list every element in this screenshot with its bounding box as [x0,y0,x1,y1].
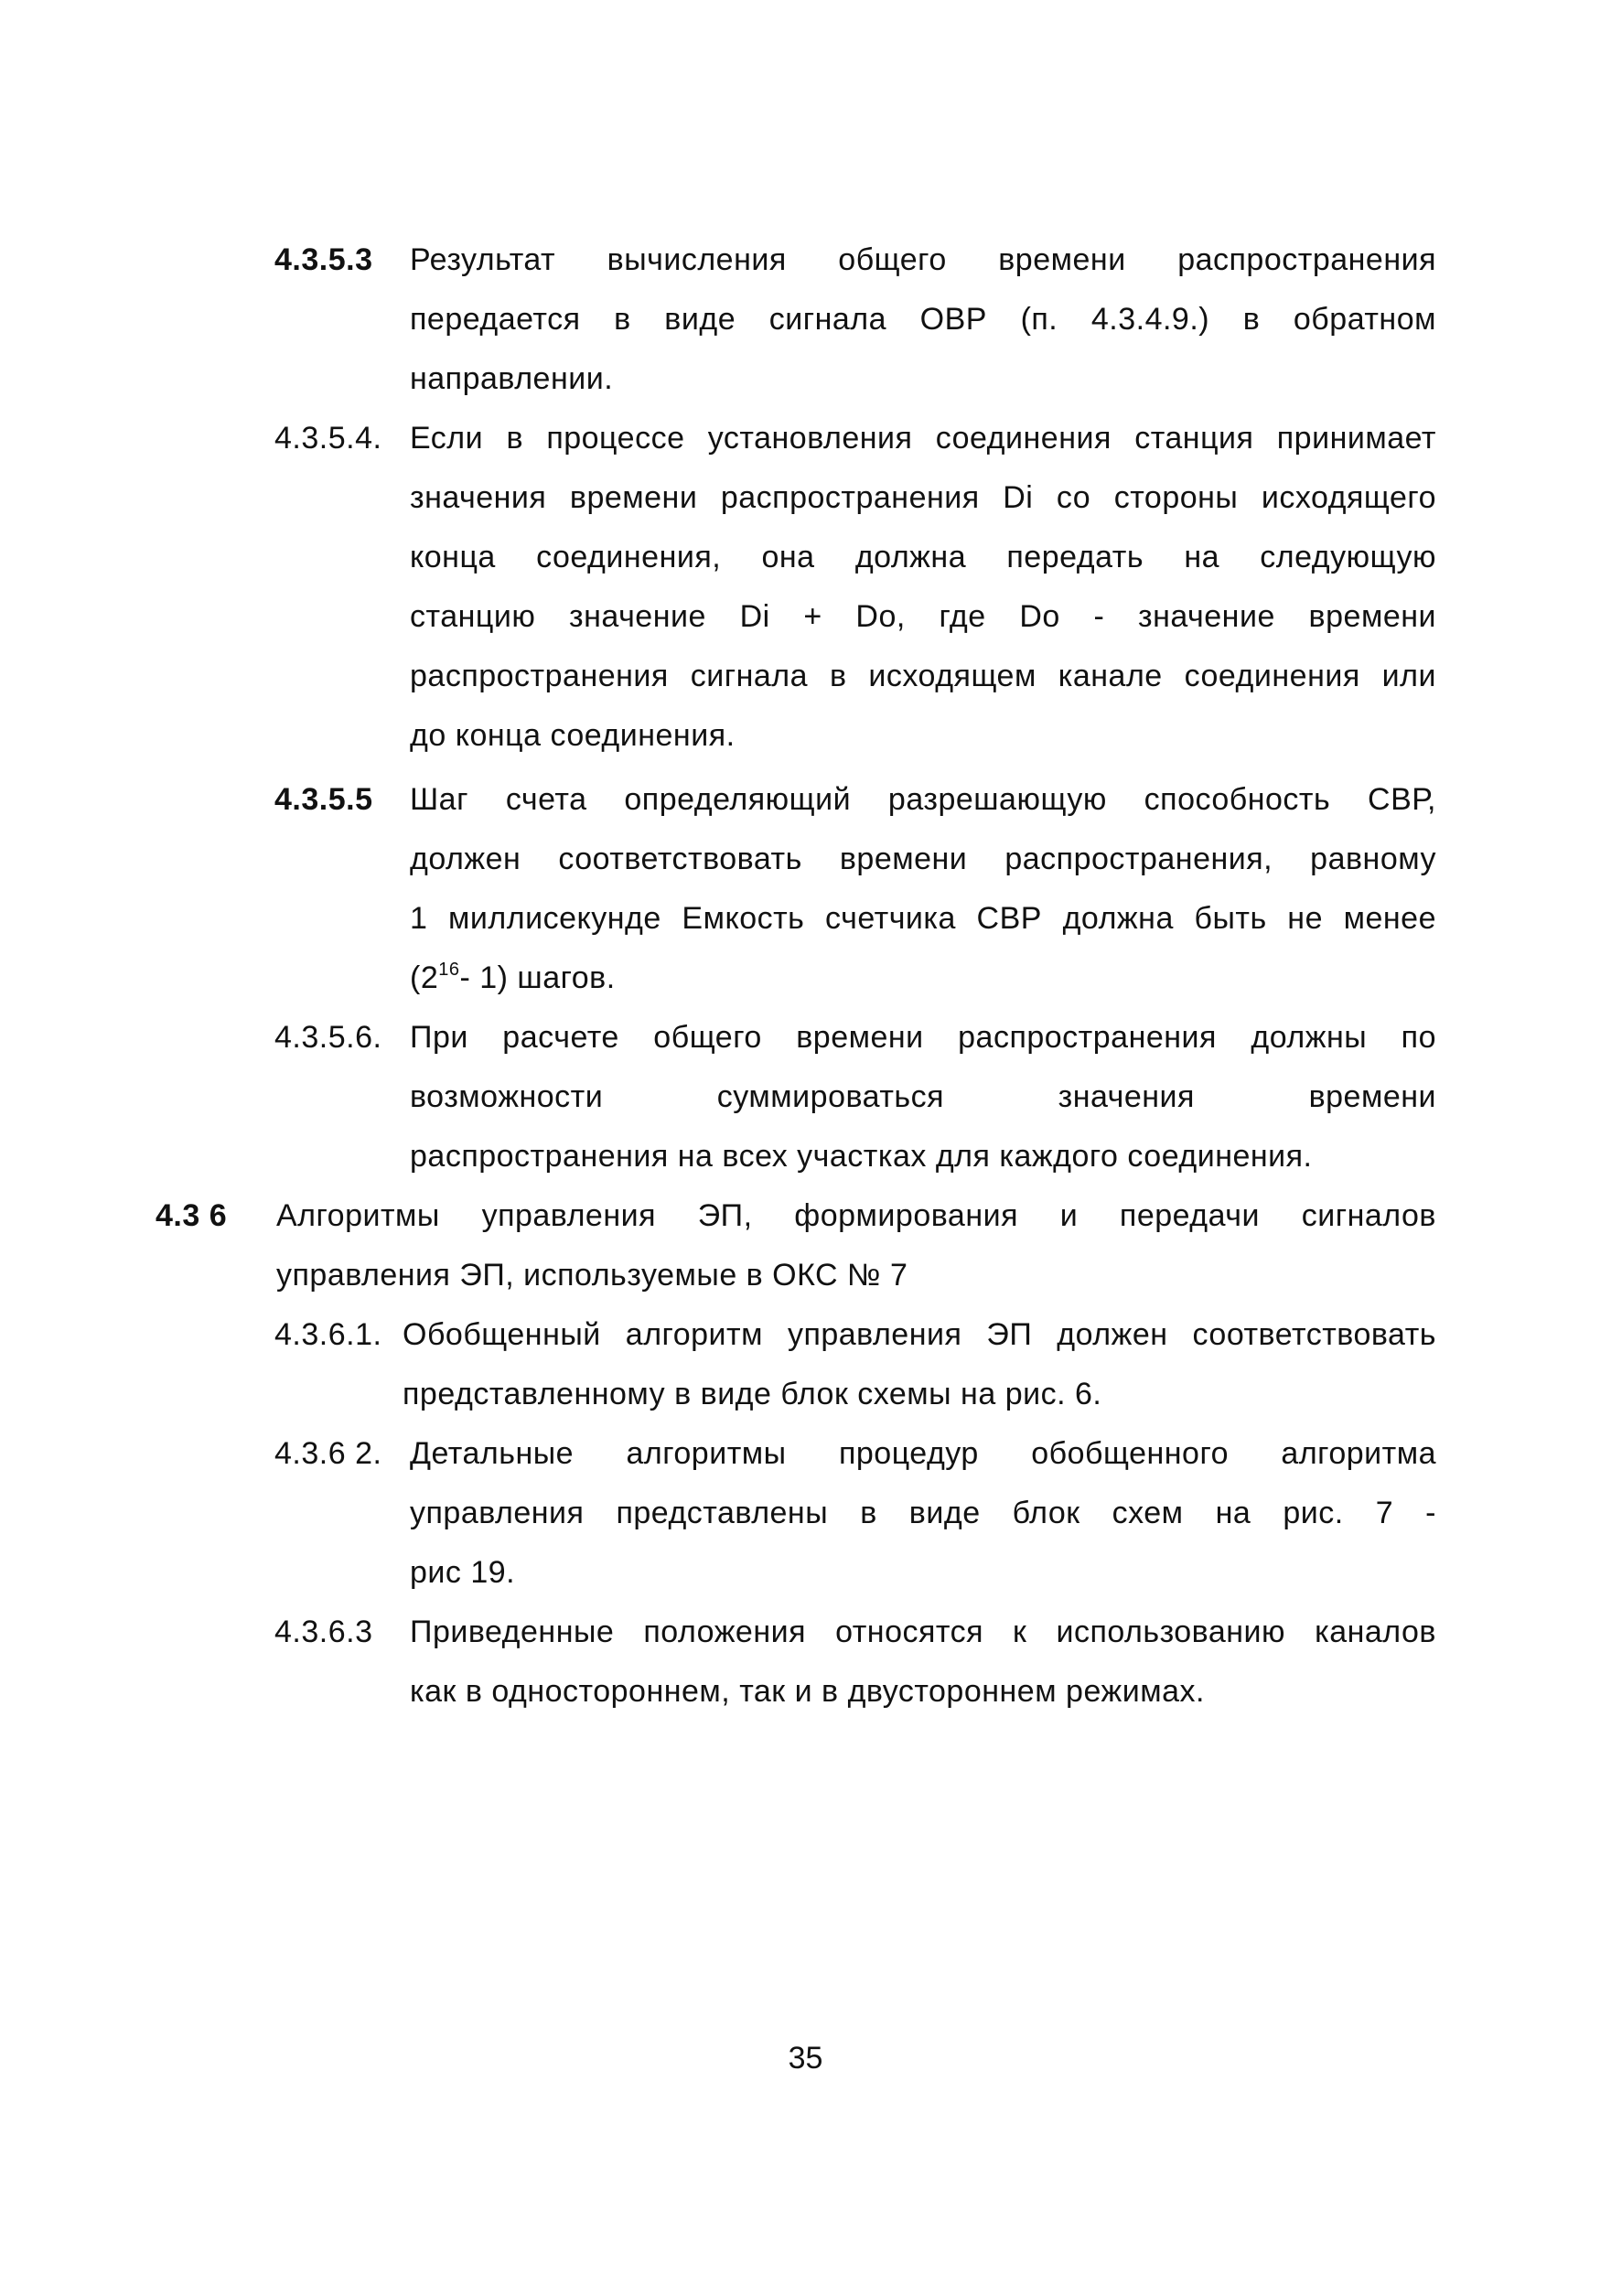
clause-number: 4.3.5.6. [274,1020,382,1055]
text-line: возможности суммироваться значения времени [410,1079,1436,1114]
text-line: управления представлены в виде блок схем на рис. 7 - [410,1496,1436,1530]
clause-4-3-6-3 [274,1603,1436,1722]
text-line: Приведенные положения относятся к использованию каналов [410,1615,1436,1649]
clause-text [410,1603,1436,1722]
text-line: Результат вычисления общего времени распространения [410,242,1436,277]
page-number: 35 [788,2041,823,2076]
formula-open: (2 [410,960,439,995]
clause-number: 4.3.5.3 [274,242,373,277]
clause-text [410,1008,1436,1186]
clause-text [410,409,1436,766]
text-line: Алгоритмы управления ЭП, формирования и передачи сигналов [276,1198,1436,1233]
clause-number: 4.3 6 [156,1198,228,1233]
text-line: станцию значение Di + Do, где Do - значение времени [410,599,1436,634]
clause-number: 4.3.6.3 [274,1615,373,1649]
clause-number: 4.3.6.1. [274,1317,382,1352]
formula-line [410,949,1436,1008]
formula-rest: - 1) шагов. [459,960,616,995]
clause-4-3-6-1 [274,1305,1436,1424]
clause-text [410,231,1436,409]
text-line: до конца соединения. [410,718,736,753]
text-line: как в одностороннем, так и в двустороннем режимах. [410,1674,1205,1709]
clause-4-3-5-5 [274,770,1436,1008]
formula-exponent: 16 [438,960,460,980]
text-line: представленному в виде блок схемы на рис. 6. [403,1377,1102,1411]
text-line: должен соответствовать времени распространения, равному [410,842,1436,876]
clause-text [410,770,1436,1008]
text-line: 1 миллисекунде Емкость счетчика СВР должна быть не менее [410,901,1436,936]
text-line: рис 19. [410,1555,516,1590]
clause-text [410,1424,1436,1603]
text-line: Шаг счета определяющий разрешающую способность СВР, [410,782,1436,817]
text-line: Детальные алгоритмы процедур обобщенного алгоритма [410,1436,1436,1471]
clause-text [156,1186,1436,1305]
clause-text [403,1305,1436,1424]
text-line: конца соединения, она должна передать на следующую [410,540,1436,574]
text-line: направлении. [410,361,614,396]
clause-4-3-6-2 [274,1424,1436,1603]
text-line: передается в виде сигнала ОВР (п. 4.3.4.9.) в обратном [410,302,1436,337]
clause-4-3-5-6 [274,1008,1436,1186]
clause-number: 4.3.6 2. [274,1436,382,1471]
text-line: распространения на всех участках для каждого соединения. [410,1139,1313,1174]
clause-4-3-5-3 [274,231,1436,409]
text-line: При расчете общего времени распространения должны по [410,1020,1436,1055]
clause-4-3-6 [156,1186,1436,1305]
clause-4-3-5-4 [274,409,1436,766]
text-line: значения времени распространения Di со стороны исходящего [410,480,1436,515]
text-line: Если в процессе установления соединения станция принимает [410,421,1436,456]
text-line: управления ЭП, используемые в ОКС № 7 [276,1258,908,1293]
text-line: распространения сигнала в исходящем канале соединения или [410,659,1436,693]
clause-number: 4.3.5.5 [274,782,373,817]
clause-number: 4.3.5.4. [274,421,382,456]
text-line: Обобщенный алгоритм управления ЭП должен соответствовать [403,1317,1436,1352]
